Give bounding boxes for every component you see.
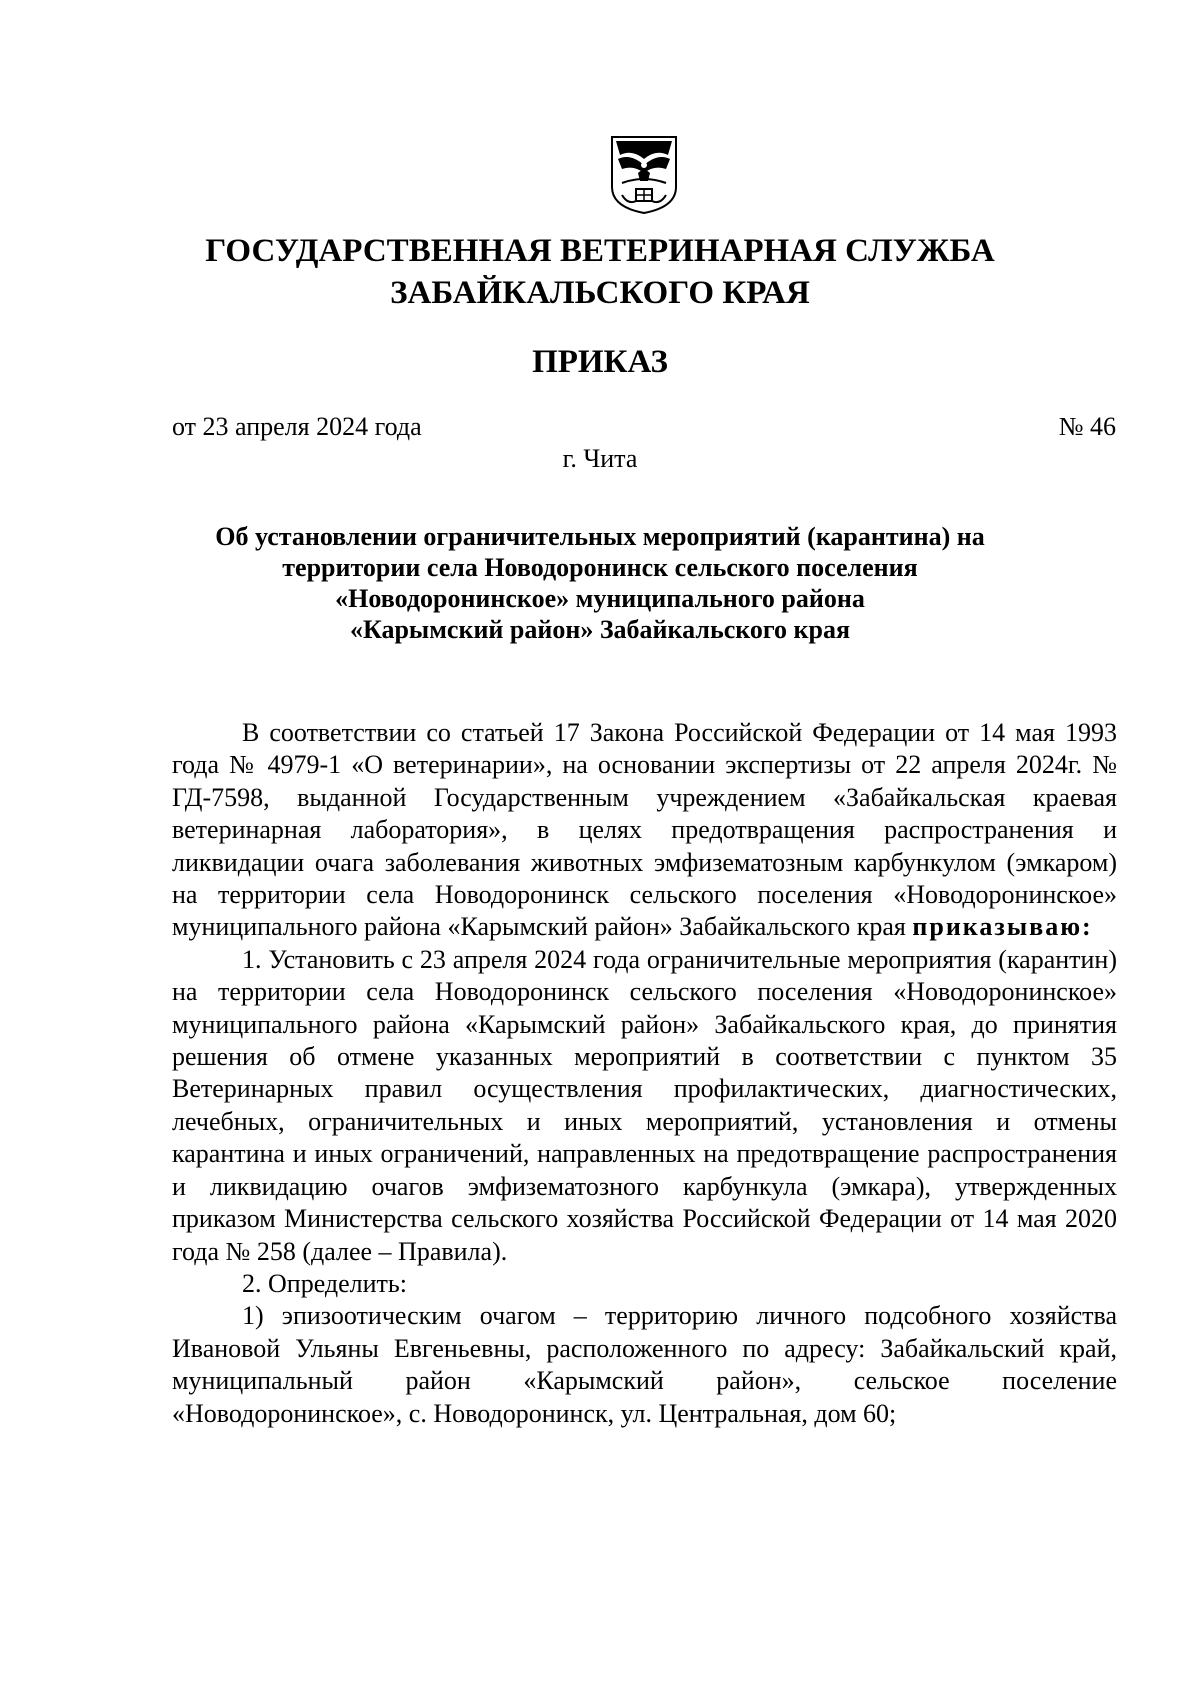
- subject-line1: Об установлении ограничительных мероприятий (карантина) на: [215, 522, 985, 551]
- organization-name-line1: ГОСУДАРСТВЕННАЯ ВЕТЕРИНАРНАЯ СЛУЖБА: [205, 233, 995, 269]
- coat-of-arms-icon: [608, 135, 680, 215]
- order-date: от 23 апреля 2024 года: [172, 412, 422, 441]
- preamble-text: В соответствии со статьей 17 Закона Российской Федерации от 14 мая 1993 года № 4979-1 «О ветеринарии», на основании экспертизы от 22 апреля 2024г. № ГД-7598, выданной Государственным учреждением «Забайкальская краевая ветеринарная лаборатория», в целях предотвращения распространения и ликвидации очага заболевания животных эмфизематозным карбункулом (эмкаром) на территории села Новодоронинск сельского поселения «Новодоронинское» муниципального района «Карымский район» Забайкальского края: [172, 718, 1117, 942]
- order-command: приказываю:: [912, 912, 1093, 942]
- order-city: г. Чита: [562, 444, 638, 473]
- subject-line2: территории села Новодоронинск сельского поселения: [282, 553, 918, 582]
- item-1-paragraph: 1. Установить с 23 апреля 2024 года ограничительные мероприятия (карантин) на территории села Новодоронинск сельского поселения «Новодоронинское» муниципального района «Карымский район» Забайкальского края, до принятия решения об отмене указанных мероприятий в соответствии с пунктом 35 Ветеринарных правил осуществления профилактических, диагностических, лечебных, ограничительных и иных мероприятий, установления и отмены карантина и иных ограничений, направленных на предотвращение распространения и ликвидацию очагов эмфизематозного карбункула (эмкара), утвержденных приказом Министерства сельского хозяйства Российской Федерации от 14 мая 2020 года № 258 (далее – Правила).: [172, 944, 1117, 1266]
- order-subject: [210, 521, 990, 645]
- item-2-paragraph: 2. Определить:: [242, 1268, 407, 1298]
- subject-line3: «Новодоронинское» муниципального района: [335, 584, 865, 613]
- order-body: [172, 717, 1117, 1430]
- organization-name-line2: ЗАБАЙКАЛЬСКОГО КРАЯ: [390, 275, 810, 311]
- document-type: ПРИКАЗ: [532, 344, 668, 380]
- subject-line4: «Карымский район» Забайкальского края: [349, 615, 851, 644]
- order-number: № 46: [1058, 412, 1116, 441]
- item-2-1-paragraph: 1) эпизоотическим очагом – территорию личного подсобного хозяйства Ивановой Ульяны Евгеньевны, расположенного по адресу: Забайкальский край, муниципальный район «Карымский район», сельское поселение «Новодоронинское», с. Новодоронинск, ул. Центральная, дом 60;: [172, 1301, 1117, 1428]
- preamble-paragraph: [172, 717, 1117, 944]
